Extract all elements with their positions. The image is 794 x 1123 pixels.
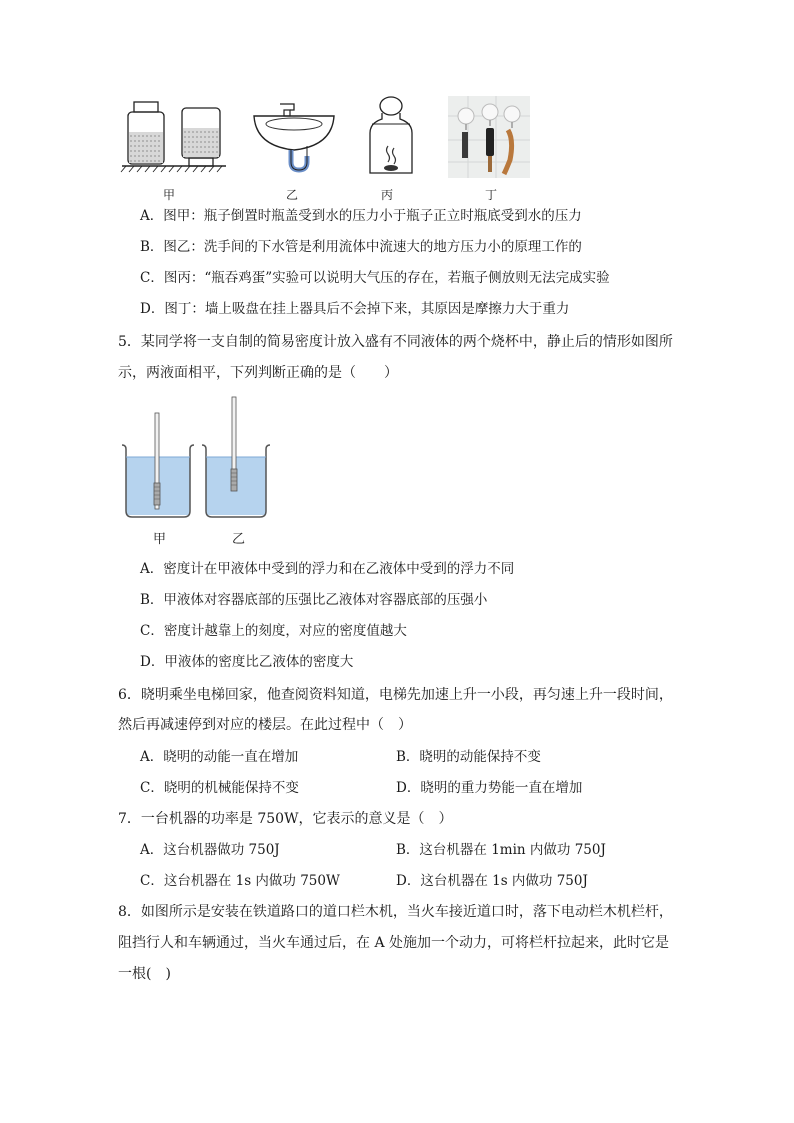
q8-stem-line2: 阻挡行人和车辆通过，当火车通过后，在 A 处施加一个动力，可将栏杆拉起来，此时它是 <box>118 935 670 951</box>
q7-option-a: A．这台机器做功 750J <box>140 842 280 858</box>
q7-stem: 7．一台机器的功率是 750W，它表示的意义是（ ） <box>118 811 453 827</box>
q4-option-a: A．图甲：瓶子倒置时瓶盖受到水的压力小于瓶子正立时瓶底受到水的压力 <box>140 208 582 224</box>
figure-label-ding: 丁 <box>485 188 498 202</box>
q4-option-b: B．图乙：洗手间的下水管是利用流体中流速大的地方压力小的原理工作的 <box>140 239 582 255</box>
q6-option-a: A．晓明的动能一直在增加 <box>140 749 299 765</box>
q5-stem-line2: 示，两液面相平，下列判断正确的是（ ） <box>118 365 398 381</box>
q5-figure-label-jia: 甲 <box>153 532 167 547</box>
q5-option-c: C．密度计越靠上的刻度，对应的密度值越大 <box>140 623 407 639</box>
figure-label-jia: 甲 <box>163 188 176 202</box>
q6-stem-line1: 6．晓明乘坐电梯回家，他查阅资料知道，电梯先加速上升一小段，再匀速上升一段时间， <box>118 687 673 703</box>
q8-stem-line1: 8．如图所示是安装在铁道路口的道口栏木机，当火车接近道口时，落下电动栏木机栏杆， <box>118 904 673 920</box>
q5-option-b: B．甲液体对容器底部的压强比乙液体对容器底部的压强小 <box>140 592 488 608</box>
q5-option-d: D．甲液体的密度比乙液体的密度大 <box>140 654 354 670</box>
q5-figure-label-yi: 乙 <box>232 532 246 547</box>
q6-stem-line2: 然后再减速停到对应的楼层。在此过程中（ ） <box>118 717 412 733</box>
q4-option-c: C．图丙：“瓶吞鸡蛋”实验可以说明大气压的存在，若瓶子侧放则无法完成实验 <box>140 270 610 286</box>
q5-option-a: A．密度计在甲液体中受到的浮力和在乙液体中受到的浮力不同 <box>140 561 515 577</box>
q7-option-d: D．这台机器在 1s 内做功 750J <box>396 873 588 889</box>
q7-option-c: C．这台机器在 1s 内做功 750W <box>140 873 340 889</box>
q6-option-c: C．晓明的机械能保持不变 <box>140 780 299 796</box>
q6-option-d: D．晓明的重力势能一直在增加 <box>396 780 583 796</box>
q8-stem-line3: 一根( ) <box>118 966 171 982</box>
q5-stem-line1: 5．某同学将一支自制的简易密度计放入盛有不同液体的两个烧杯中，静止后的情形如图所 <box>118 334 673 350</box>
q7-option-b: B．这台机器在 1min 内做功 750J <box>396 842 606 858</box>
q4-option-d: D．图丁：墙上吸盘在挂上器具后不会掉下来，其原因是摩擦力大于重力 <box>140 301 570 317</box>
figure-label-yi: 乙 <box>286 188 299 202</box>
figure-label-bing: 丙 <box>381 188 394 202</box>
q6-option-b: B．晓明的动能保持不变 <box>396 749 541 765</box>
